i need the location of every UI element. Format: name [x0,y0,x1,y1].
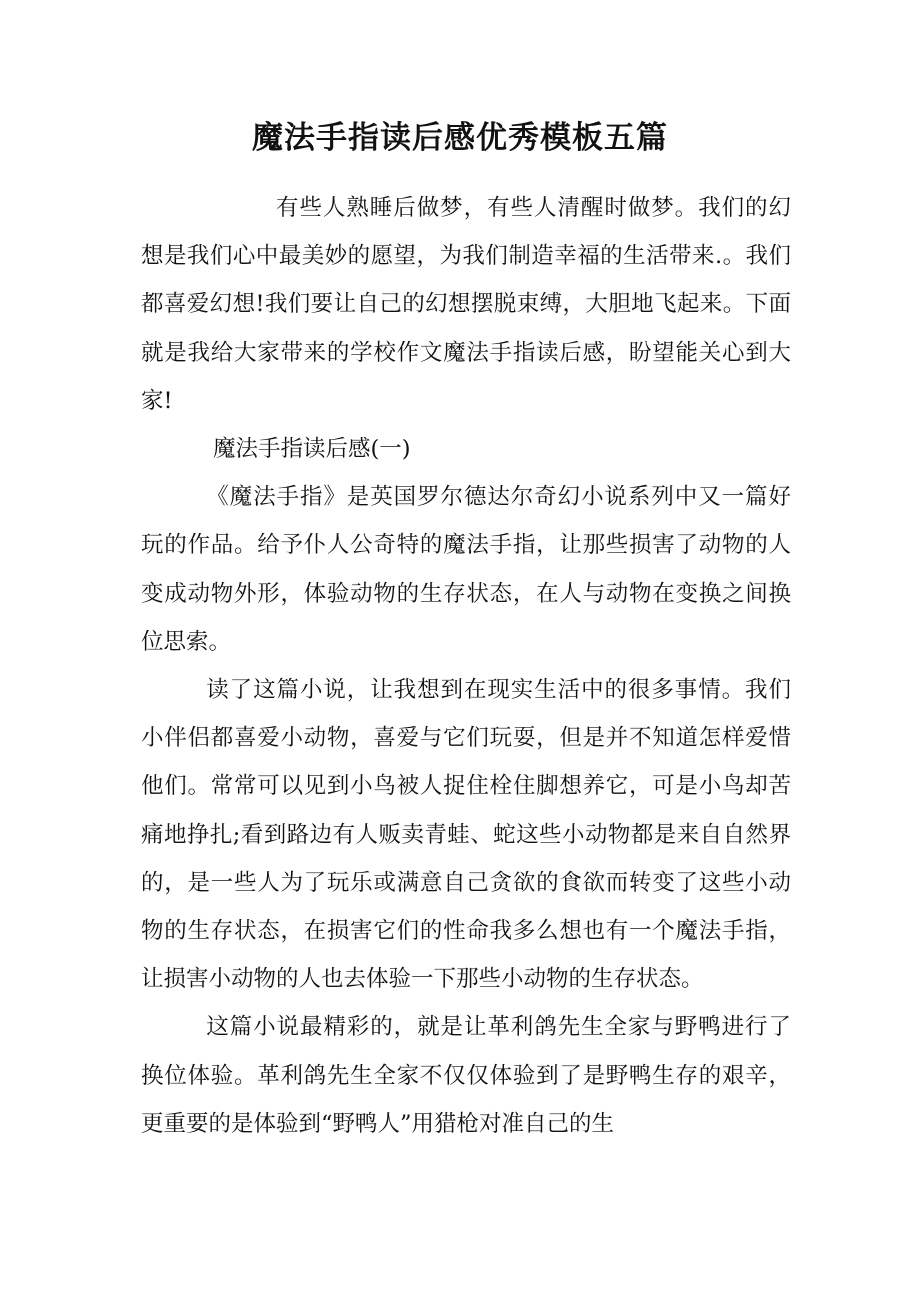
document-title: 魔法手指读后感优秀模板五篇 [252,120,668,156]
section-heading: 魔法手指读后感(一) [213,436,411,463]
document-body [141,184,791,1148]
paragraph-highlight: 这篇小说最精彩的，就是让革利鸽先生全家与野鸭进行了换位体验。革利鸽先生全家不仅仅体验到了是野鸭生存的艰辛，更重要的是体验到“野鸭人”用猎枪对准自己的生 [141,1014,791,1137]
paragraph-intro: 有些人熟睡后做梦，有些人清醒时做梦。我们的幻想是我们心中最美妙的愿望，为我们制造幸福的生活带来.。我们都喜爱幻想!我们要让自己的幻想摆脱束缚，大胆地飞起来。下面就是我给大家带来的学校作文魔法手指读后感，盼望能关心到大家! [141,195,791,414]
paragraph-reflection: 读了这篇小说，让我想到在现实生活中的很多事情。我们小伴侣都喜爱小动物，喜爱与它们玩耍，但是并不知道怎样爱惜他们。常常可以见到小鸟被人捉住栓住脚想养它，可是小鸟却苦痛地挣扎;看到路边有人贩卖青蛙、蛇这些小动物都是来自自然界的，是一些人为了玩乐或满意自己贪欲的食欲而转变了这些小动物的生存状态，在损害它们的性命我多么想也有一个魔法手指，让损害小动物的人也去体验一下那些小动物的生存状态。 [141,677,791,993]
paragraph-summary: 《魔法手指》是英国罗尔德达尔奇幻小说系列中又一篇好玩的作品。给予仆人公奇特的魔法手指，让那些损害了动物的人变成动物外形，体验动物的生存状态，在人与动物在变换之间换位思索。 [141,484,791,655]
